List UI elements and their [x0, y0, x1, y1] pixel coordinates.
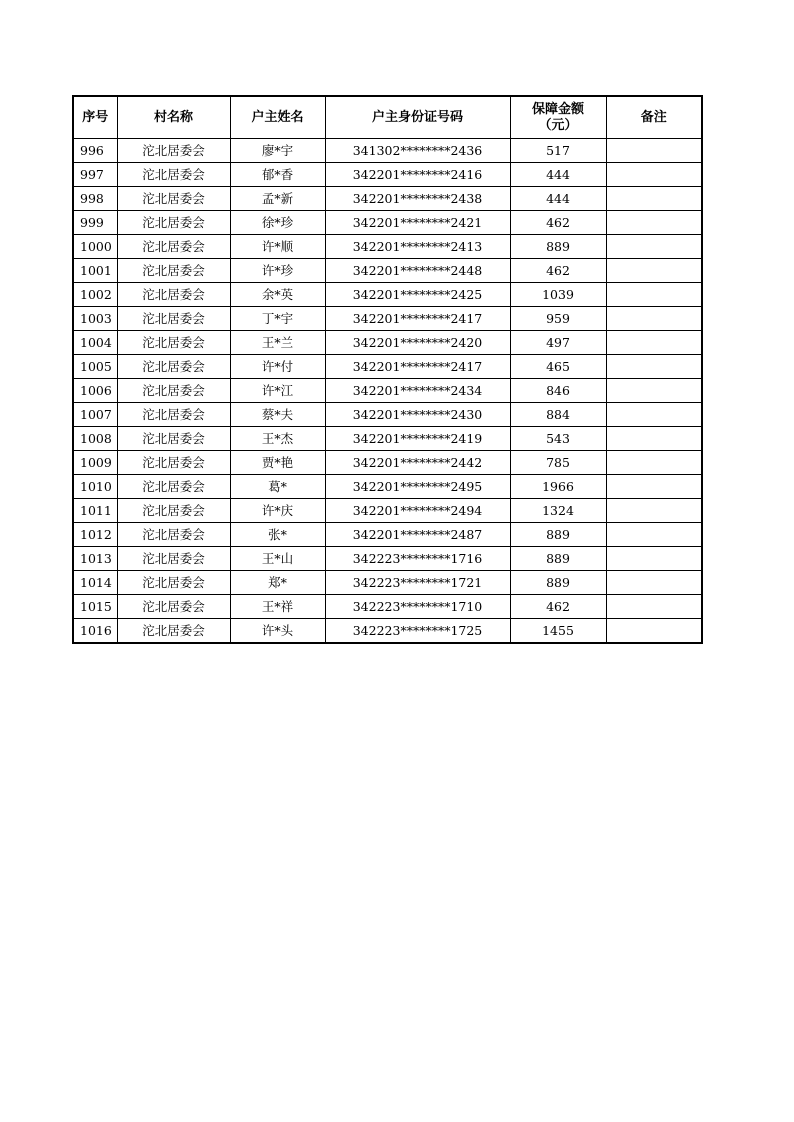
cell-note	[606, 523, 702, 547]
cell-serial-number: 1013	[73, 547, 117, 571]
cell-householder-name: 贾*艳	[230, 451, 325, 475]
cell-note	[606, 211, 702, 235]
cell-note	[606, 355, 702, 379]
cell-serial-number: 1012	[73, 523, 117, 547]
cell-amount: 1039	[510, 283, 606, 307]
table-row	[73, 619, 702, 644]
cell-serial-number: 998	[73, 187, 117, 211]
cell-village-name: 沱北居委会	[117, 283, 230, 307]
cell-id-number: 342201********2417	[325, 355, 510, 379]
cell-note	[606, 547, 702, 571]
cell-id-number: 342201********2419	[325, 427, 510, 451]
cell-householder-name: 郁*香	[230, 163, 325, 187]
header-householder-name: 户主姓名	[230, 96, 325, 139]
cell-id-number: 342201********2413	[325, 235, 510, 259]
cell-serial-number: 1011	[73, 499, 117, 523]
cell-householder-name: 丁*宇	[230, 307, 325, 331]
cell-id-number: 342201********2417	[325, 307, 510, 331]
cell-amount: 1966	[510, 475, 606, 499]
cell-amount: 462	[510, 259, 606, 283]
table-row	[73, 547, 702, 571]
table-row	[73, 379, 702, 403]
cell-amount: 1324	[510, 499, 606, 523]
table-row	[73, 595, 702, 619]
cell-amount: 497	[510, 331, 606, 355]
cell-id-number: 342201********2495	[325, 475, 510, 499]
cell-village-name: 沱北居委会	[117, 403, 230, 427]
cell-serial-number: 1014	[73, 571, 117, 595]
cell-id-number: 342223********1710	[325, 595, 510, 619]
cell-serial-number: 1005	[73, 355, 117, 379]
cell-amount: 884	[510, 403, 606, 427]
cell-serial-number: 996	[73, 139, 117, 163]
cell-amount: 785	[510, 451, 606, 475]
cell-serial-number: 997	[73, 163, 117, 187]
header-amount-line2: （元）	[538, 117, 578, 133]
cell-householder-name: 廖*宇	[230, 139, 325, 163]
header-note: 备注	[606, 96, 702, 139]
cell-note	[606, 379, 702, 403]
cell-village-name: 沱北居委会	[117, 427, 230, 451]
cell-householder-name: 徐*珍	[230, 211, 325, 235]
cell-note	[606, 259, 702, 283]
cell-id-number: 342201********2425	[325, 283, 510, 307]
cell-village-name: 沱北居委会	[117, 235, 230, 259]
cell-note	[606, 163, 702, 187]
cell-amount: 543	[510, 427, 606, 451]
cell-id-number: 342201********2421	[325, 211, 510, 235]
cell-householder-name: 郑*	[230, 571, 325, 595]
cell-id-number: 342223********1716	[325, 547, 510, 571]
cell-householder-name: 孟*新	[230, 187, 325, 211]
cell-householder-name: 余*英	[230, 283, 325, 307]
table-body	[73, 139, 702, 644]
cell-village-name: 沱北居委会	[117, 211, 230, 235]
cell-amount: 889	[510, 523, 606, 547]
cell-householder-name: 王*祥	[230, 595, 325, 619]
header-village-name: 村名称	[117, 96, 230, 139]
cell-householder-name: 许*付	[230, 355, 325, 379]
cell-village-name: 沱北居委会	[117, 523, 230, 547]
cell-note	[606, 403, 702, 427]
cell-village-name: 沱北居委会	[117, 379, 230, 403]
cell-serial-number: 1006	[73, 379, 117, 403]
table-row	[73, 499, 702, 523]
cell-id-number: 342201********2430	[325, 403, 510, 427]
cell-serial-number: 1009	[73, 451, 117, 475]
cell-id-number: 342201********2420	[325, 331, 510, 355]
cell-village-name: 沱北居委会	[117, 619, 230, 644]
cell-serial-number: 1000	[73, 235, 117, 259]
table-header	[73, 96, 702, 139]
cell-note	[606, 427, 702, 451]
table-row	[73, 403, 702, 427]
cell-id-number: 342201********2416	[325, 163, 510, 187]
table-row	[73, 139, 702, 163]
table-row	[73, 427, 702, 451]
cell-note	[606, 187, 702, 211]
header-amount-line1: 保障金额	[531, 101, 584, 117]
cell-id-number: 342201********2494	[325, 499, 510, 523]
cell-note	[606, 235, 702, 259]
cell-serial-number: 1007	[73, 403, 117, 427]
cell-id-number: 342223********1721	[325, 571, 510, 595]
table-row	[73, 235, 702, 259]
subsidy-table	[72, 95, 703, 644]
cell-householder-name: 葛*	[230, 475, 325, 499]
cell-serial-number: 1003	[73, 307, 117, 331]
cell-amount: 1455	[510, 619, 606, 644]
cell-village-name: 沱北居委会	[117, 163, 230, 187]
table-row	[73, 523, 702, 547]
cell-note	[606, 571, 702, 595]
cell-householder-name: 许*珍	[230, 259, 325, 283]
cell-note	[606, 307, 702, 331]
header-amount	[510, 96, 606, 139]
header-serial-number: 序号	[73, 96, 117, 139]
cell-amount: 444	[510, 187, 606, 211]
cell-note	[606, 499, 702, 523]
cell-amount: 959	[510, 307, 606, 331]
cell-amount: 444	[510, 163, 606, 187]
table-row	[73, 331, 702, 355]
cell-amount: 517	[510, 139, 606, 163]
cell-serial-number: 1010	[73, 475, 117, 499]
cell-note	[606, 451, 702, 475]
cell-village-name: 沱北居委会	[117, 307, 230, 331]
cell-serial-number: 1015	[73, 595, 117, 619]
cell-householder-name: 张*	[230, 523, 325, 547]
cell-householder-name: 许*庆	[230, 499, 325, 523]
cell-village-name: 沱北居委会	[117, 259, 230, 283]
cell-amount: 462	[510, 211, 606, 235]
cell-note	[606, 475, 702, 499]
cell-serial-number: 1002	[73, 283, 117, 307]
cell-note	[606, 331, 702, 355]
cell-id-number: 341302********2436	[325, 139, 510, 163]
cell-serial-number: 1008	[73, 427, 117, 451]
table-row	[73, 475, 702, 499]
table-row	[73, 451, 702, 475]
cell-village-name: 沱北居委会	[117, 547, 230, 571]
subsidy-table-sheet	[72, 95, 701, 644]
table-row	[73, 163, 702, 187]
table-row	[73, 211, 702, 235]
cell-note	[606, 139, 702, 163]
cell-householder-name: 许*头	[230, 619, 325, 644]
table-row	[73, 307, 702, 331]
table-row	[73, 283, 702, 307]
cell-village-name: 沱北居委会	[117, 595, 230, 619]
cell-householder-name: 王*兰	[230, 331, 325, 355]
cell-householder-name: 王*山	[230, 547, 325, 571]
cell-serial-number: 1016	[73, 619, 117, 644]
table-row	[73, 355, 702, 379]
cell-amount: 465	[510, 355, 606, 379]
header-row	[73, 96, 702, 139]
cell-householder-name: 蔡*夫	[230, 403, 325, 427]
cell-serial-number: 999	[73, 211, 117, 235]
cell-amount: 889	[510, 235, 606, 259]
cell-id-number: 342201********2434	[325, 379, 510, 403]
cell-id-number: 342201********2448	[325, 259, 510, 283]
cell-householder-name: 王*杰	[230, 427, 325, 451]
cell-serial-number: 1004	[73, 331, 117, 355]
cell-village-name: 沱北居委会	[117, 187, 230, 211]
cell-village-name: 沱北居委会	[117, 355, 230, 379]
cell-village-name: 沱北居委会	[117, 499, 230, 523]
header-id-number: 户主身份证号码	[325, 96, 510, 139]
table-row	[73, 187, 702, 211]
cell-householder-name: 许*江	[230, 379, 325, 403]
cell-serial-number: 1001	[73, 259, 117, 283]
table-row	[73, 571, 702, 595]
cell-village-name: 沱北居委会	[117, 139, 230, 163]
cell-amount: 889	[510, 571, 606, 595]
cell-id-number: 342223********1725	[325, 619, 510, 644]
cell-village-name: 沱北居委会	[117, 571, 230, 595]
cell-amount: 462	[510, 595, 606, 619]
cell-note	[606, 619, 702, 644]
cell-village-name: 沱北居委会	[117, 475, 230, 499]
cell-id-number: 342201********2442	[325, 451, 510, 475]
cell-amount: 846	[510, 379, 606, 403]
cell-id-number: 342201********2487	[325, 523, 510, 547]
cell-village-name: 沱北居委会	[117, 331, 230, 355]
cell-id-number: 342201********2438	[325, 187, 510, 211]
table-row	[73, 259, 702, 283]
cell-amount: 889	[510, 547, 606, 571]
cell-note	[606, 283, 702, 307]
cell-householder-name: 许*顺	[230, 235, 325, 259]
cell-note	[606, 595, 702, 619]
cell-village-name: 沱北居委会	[117, 451, 230, 475]
